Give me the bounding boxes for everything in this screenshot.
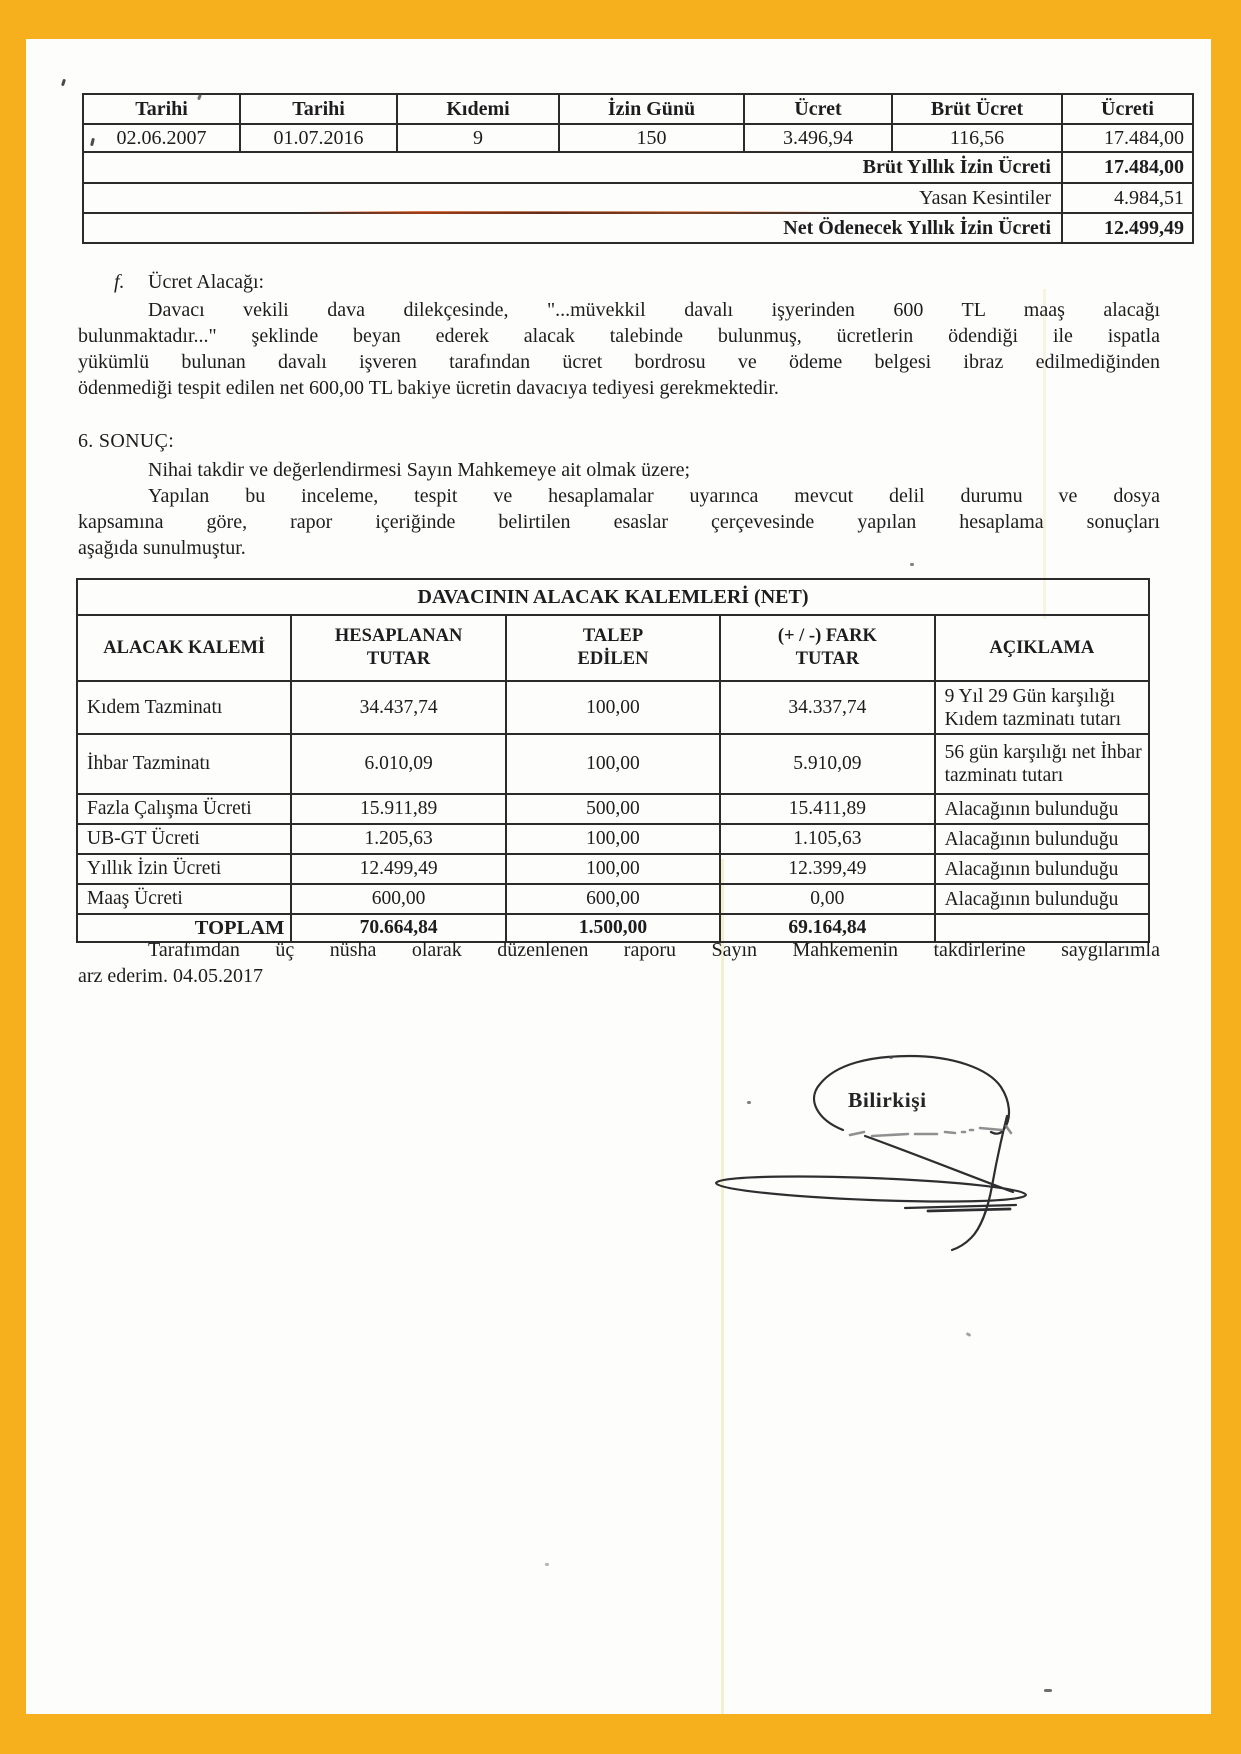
- claims-cell-aciklama: Alacağının bulunduğu: [935, 824, 1149, 854]
- top-table-value-cell: 9: [397, 124, 559, 152]
- claims-header-cell: TALEP EDİLEN: [506, 615, 720, 681]
- summary-value-cell: 4.984,51: [1062, 183, 1193, 213]
- claims-cell-talep: 500,00: [506, 794, 720, 824]
- section-sonuc-paragraph: [78, 457, 1160, 561]
- top-table-header-cell: Kıdemi: [397, 94, 559, 124]
- claims-cell-fark: 5.910,09: [720, 734, 934, 794]
- handwritten-signature: [700, 1040, 1040, 1270]
- claims-cell-talep: 600,00: [506, 884, 720, 914]
- section-sonuc-line: Yapılan bu inceleme, tespit ve hesaplamalar uyarınca mevcut delil durumu ve dosya: [148, 485, 1160, 507]
- claims-cell-kalem: Yıllık İzin Ücreti: [77, 854, 291, 884]
- claims-cell-kalem: Fazla Çalışma Ücreti: [77, 794, 291, 824]
- scan-speck: [910, 563, 914, 566]
- signature-underline: [905, 1205, 1016, 1208]
- claims-data-row: [77, 681, 1149, 734]
- claims-data-row: [77, 854, 1149, 884]
- scan-speck: [61, 79, 66, 87]
- top-table-value-cell: 01.07.2016: [240, 124, 397, 152]
- claims-cell-aciklama: Alacağının bulunduğu: [935, 794, 1149, 824]
- top-table-value-cell: 116,56: [892, 124, 1062, 152]
- document-paper: [26, 39, 1211, 1714]
- claims-header-cell: (+ / -) FARK TUTAR: [720, 615, 934, 681]
- top-table-data-row: [83, 124, 1193, 152]
- section-f-line: yükümlü bulunan davalı işveren tarafından ücret bordrosu ve ödeme belgesi ibraz edilmediğinden: [78, 351, 1160, 373]
- claims-cell-talep: 100,00: [506, 854, 720, 884]
- claims-total-talep: 1.500,00: [506, 914, 720, 942]
- top-table-header-row: [83, 94, 1193, 124]
- claims-header-cell: ALACAK KALEMİ: [77, 615, 291, 681]
- signature-diagonal-stroke: [865, 1136, 1013, 1192]
- claims-header-row: [77, 615, 1149, 681]
- scan-speck: [747, 1101, 751, 1104]
- claims-title-row: [77, 579, 1149, 615]
- section-f-paragraph: [78, 297, 1160, 401]
- claims-data-row: [77, 884, 1149, 914]
- section-f-line: ödenmediği tespit edilen net 600,00 TL bakiye ücretin davacıya tediyesi gerekmektedir.: [78, 377, 779, 399]
- claims-cell-aciklama: 56 gün karşılığı net İhbar tazminatı tutarı: [935, 734, 1149, 794]
- top-table-summary-row: [83, 152, 1193, 183]
- summary-label-cell: Brüt Yıllık İzin Ücreti: [83, 152, 1062, 183]
- claims-total-fark: 69.164,84: [720, 914, 934, 942]
- section-f-line: bulunmaktadır..." şeklinde beyan ederek alacak talebinde bulunmuş, ücretlerin ödendiği ile ispatla: [78, 325, 1160, 347]
- closing-line: arz ederim. 04.05.2017: [78, 965, 263, 987]
- scan-red-ink-artifact: [300, 211, 845, 214]
- top-table-value-cell: 150: [559, 124, 744, 152]
- section-f-marker: f.: [114, 271, 125, 293]
- annual-leave-calculation-table: [82, 93, 1184, 244]
- claims-cell-kalem: İhbar Tazminatı: [77, 734, 291, 794]
- top-table-header-cell: Tarihi: [240, 94, 397, 124]
- top-table-header-cell: Ücret: [744, 94, 892, 124]
- scan-speck: [966, 1332, 972, 1337]
- claims-cell-aciklama: Alacağının bulunduğu: [935, 884, 1149, 914]
- section-f-title: Ücret Alacağı:: [148, 271, 265, 293]
- claims-header-cell: AÇIKLAMA: [935, 615, 1149, 681]
- claims-cell-fark: 34.337,74: [720, 681, 934, 734]
- section-sonuc-line: aşağıda sunulmuştur.: [78, 537, 246, 559]
- section-sonuc-line: kapsamına göre, rapor içeriğinde belirtilen esaslar çerçevesinde yapılan hesaplama sonuçları: [78, 511, 1160, 533]
- top-table-value-cell: 17.484,00: [1062, 124, 1193, 152]
- claims-cell-hesaplanan: 6.010,09: [291, 734, 505, 794]
- claims-cell-aciklama: 9 Yıl 29 Gün karşılığı Kıdem tazminatı tutarı: [935, 681, 1149, 734]
- section-sonuc-heading: 6. SONUÇ:: [78, 430, 175, 452]
- scan-speck: [545, 1563, 549, 1566]
- claims-total-label: TOPLAM: [77, 914, 291, 942]
- summary-value-cell: 17.484,00: [1062, 152, 1193, 183]
- redacted-name-smudge: [850, 1126, 1011, 1136]
- claims-summary-table: [76, 578, 1150, 943]
- top-table-header-cell: Ücreti: [1062, 94, 1193, 124]
- claims-cell-talep: 100,00: [506, 824, 720, 854]
- claims-cell-hesaplanan: 12.499,49: [291, 854, 505, 884]
- section-sonuc-line: Nihai takdir ve değerlendirmesi Sayın Mahkemeye ait olmak üzere;: [148, 459, 691, 481]
- claims-cell-hesaplanan: 15.911,89: [291, 794, 505, 824]
- closing-paragraph: [78, 937, 1160, 989]
- claims-data-row: [77, 824, 1149, 854]
- claims-cell-kalem: Kıdem Tazminatı: [77, 681, 291, 734]
- expert-witness-label: Bilirkişi: [848, 1088, 927, 1112]
- top-table-value-cell: 3.496,94: [744, 124, 892, 152]
- claims-cell-fark: 0,00: [720, 884, 934, 914]
- closing-line: Tarafımdan üç nüsha olarak düzenlenen raporu Sayın Mahkemenin takdirlerine saygılarımla: [148, 939, 1160, 961]
- top-table-header-cell: Brüt Ücret: [892, 94, 1062, 124]
- summary-value-cell: 12.499,49: [1062, 213, 1193, 243]
- claims-cell-hesaplanan: 1.205,63: [291, 824, 505, 854]
- claims-cell-fark: 12.399,49: [720, 854, 934, 884]
- top-table-value-cell: 02.06.2007: [83, 124, 240, 152]
- top-table-header-cell: Tarihi: [83, 94, 240, 124]
- claims-total-hesaplanan: 70.664,84: [291, 914, 505, 942]
- scan-speck: [1044, 1689, 1052, 1692]
- summary-label-cell: Yasan Kesintiler: [83, 183, 1062, 213]
- claims-cell-hesaplanan: 600,00: [291, 884, 505, 914]
- scan-speck: [889, 1056, 893, 1059]
- top-table-summary-row: [83, 183, 1193, 213]
- section-f-line: Davacı vekili dava dilekçesinde, "...müvekkil davalı işyerinden 600 TL maaş alacağı: [148, 299, 1160, 321]
- claims-cell-aciklama: Alacağının bulunduğu: [935, 854, 1149, 884]
- claims-cell-kalem: Maaş Ücreti: [77, 884, 291, 914]
- claims-data-row: [77, 734, 1149, 794]
- signature-loop: [814, 1056, 1009, 1134]
- claims-cell-fark: 15.411,89: [720, 794, 934, 824]
- claims-cell-fark: 1.105,63: [720, 824, 934, 854]
- claims-cell-talep: 100,00: [506, 734, 720, 794]
- claims-cell-hesaplanan: 34.437,74: [291, 681, 505, 734]
- claims-cell-talep: 100,00: [506, 681, 720, 734]
- claims-cell-kalem: UB-GT Ücreti: [77, 824, 291, 854]
- summary-label-cell: Net Ödenecek Yıllık İzin Ücreti: [83, 213, 1062, 243]
- signature-underline: [928, 1209, 1010, 1211]
- claims-header-cell: HESAPLANAN TUTAR: [291, 615, 505, 681]
- top-table-summary-row: [83, 213, 1193, 243]
- top-table-header-cell: İzin Günü: [559, 94, 744, 124]
- signature-flourish-ellipse: [716, 1172, 1027, 1206]
- claims-title-cell: DAVACININ ALACAK KALEMLERİ (NET): [77, 579, 1149, 615]
- claims-data-row: [77, 794, 1149, 824]
